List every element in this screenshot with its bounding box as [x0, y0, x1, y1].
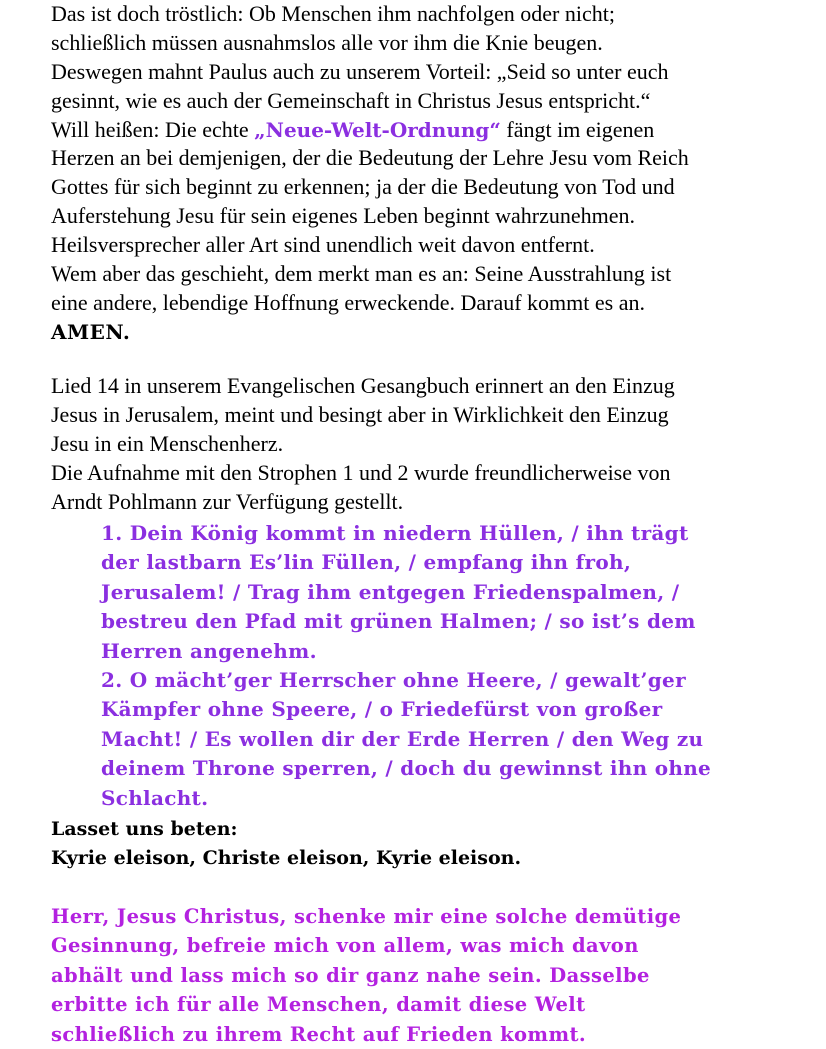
text-line: schließlich müssen ausnahmslos alle vor ihm die Knie beugen. [51, 29, 603, 55]
text-segment: Will heißen: Die echte [51, 116, 255, 142]
text-line: Wem aber das geschieht, dem merkt man es an: Seine Ausstrahlung ist [51, 261, 672, 287]
text-line: Arndt Pohlmann zur Verfügung gestellt. [51, 488, 404, 514]
hymn-stanzas [101, 519, 801, 813]
hymn-line: der lastbarn Es’lin Füllen, / empfang ihn froh, [101, 550, 632, 575]
prayer-line: erbitte ich für alle Menschen, damit diese Welt [51, 993, 586, 1017]
text-line: Das ist doch tröstlich: Ob Menschen ihm nachfolgen oder nicht; [51, 1, 615, 26]
prayer-line: abhält und lass mich so dir ganz nahe sein. Dasselbe [51, 963, 650, 987]
hymn-line: deinem Throne sperren, / doch du gewinnst ihn ohne [101, 756, 712, 781]
text-line: Lied 14 in unserem Evangelischen Gesangbuch erinnert an den Einzug [51, 373, 675, 398]
paragraph-hymn-intro [51, 372, 811, 516]
text-line-emphasis [51, 116, 811, 145]
text-line: gesinnt, wie es auch der Gemeinschaft in Christus Jesus entspricht.“ [51, 87, 651, 113]
prayer-text [51, 902, 811, 1049]
paragraph-sermon-end [51, 0, 811, 347]
hymn-line: Macht! / Es wollen dir der Erde Herren / den Weg zu [101, 726, 704, 751]
text-line: Jesu in ein Menschenherz. [51, 430, 284, 456]
emphasis-new-world-order: „Neue-Welt-Ordnung“ [254, 117, 501, 142]
prayer-heading: Lasset uns beten: [51, 818, 238, 840]
hymn-line: 1. Dein König kommt in niedern Hüllen, / ihn trägt [101, 521, 689, 545]
text-line: Jesus in Jerusalem, meint und besingt aber in Wirklichkeit den Einzug [51, 401, 669, 427]
text-line: Gottes für sich beginnt zu erkennen; ja der die Bedeutung von Tod und [51, 174, 675, 200]
hymn-line: Jerusalem! / Trag ihm entgegen Friedenspalmen, / [101, 579, 680, 604]
hymn-line: Herren angenehm. [101, 638, 317, 663]
text-line: eine andere, lebendige Hoffnung erweckende. Darauf kommt es an. [51, 289, 645, 315]
text-line: Heilsversprecher aller Art sind unendlich weit davon entfernt. [51, 232, 595, 258]
hymn-line: Kämpfer ohne Speere, / o Friedefürst von großer [101, 697, 663, 722]
kyrie-line: Kyrie eleison, Christe eleison, Kyrie eleison. [51, 847, 522, 869]
prayer-line: schließlich zu ihrem Recht auf Frieden kommt. [51, 1022, 587, 1046]
text-line: Deswegen mahnt Paulus auch zu unserem Vorteil: „Seid so unter euch [51, 58, 669, 84]
prayer-line: Gesinnung, befreie mich von allem, was mich davon [51, 934, 639, 958]
text-segment: fängt im eigenen [500, 116, 655, 142]
text-line: Auferstehung Jesu für sein eigenes Leben beginnt wahrzunehmen. [51, 203, 636, 229]
text-line: Herzen an bei demjenigen, der die Bedeutung der Lehre Jesu vom Reich [51, 145, 689, 171]
hymn-line: 2. O mächt’ger Herrscher ohne Heere, / gewalt’ger [101, 668, 686, 693]
hymn-line: bestreu den Pfad mit grünen Halmen; / so ist’s dem [101, 609, 696, 634]
text-line: Die Aufnahme mit den Strophen 1 und 2 wurde freundlicherweise von [51, 459, 671, 485]
amen-label: AMEN. [51, 319, 131, 344]
prayer-line: Herr, Jesus Christus, schenke mir eine solche demütige [51, 905, 682, 928]
hymn-line: Schlacht. [101, 785, 209, 810]
